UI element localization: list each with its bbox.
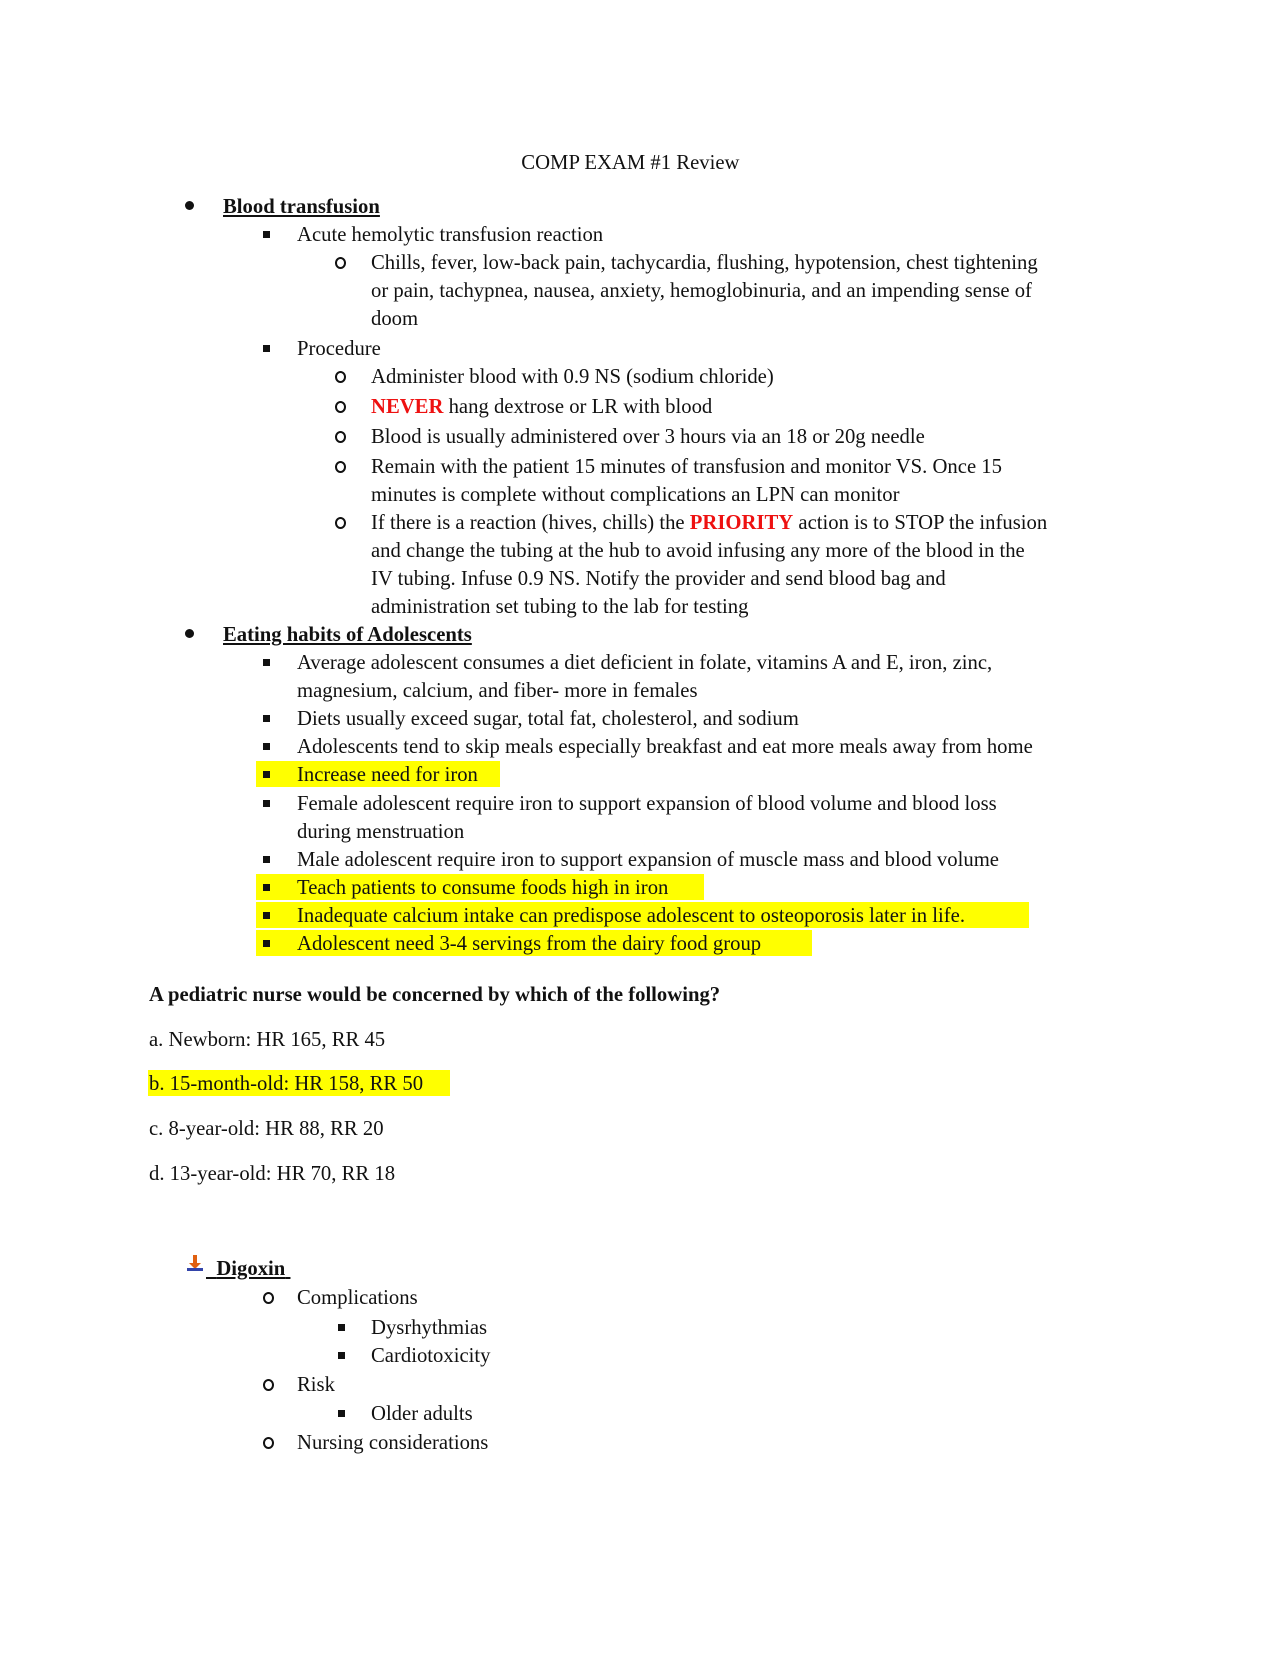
bullet-square <box>338 1324 345 1331</box>
bullet-square <box>263 345 270 352</box>
priority-emphasis: PRIORITY <box>689 510 794 534</box>
procedure-item-cont: administration set tubing to the lab for testing <box>371 594 749 618</box>
eating-item: Average adolescent consumes a diet deficient in folate, vitamins A and E, iron, zinc, <box>297 650 993 674</box>
never-emphasis: NEVER <box>371 394 444 418</box>
ahtr-symptoms-line: doom <box>371 306 419 330</box>
bullet-circle <box>263 1437 274 1449</box>
bullet-square <box>338 1410 345 1417</box>
procedure-item-cont: IV tubing. Infuse 0.9 NS. Notify the provider and send blood bag and <box>371 566 946 590</box>
procedure-item: Administer blood with 0.9 NS (sodium chloride) <box>371 364 774 388</box>
ahtr-symptoms-line: Chills, fever, low-back pain, tachycardia, flushing, hypotension, chest tightening <box>371 250 1038 274</box>
ahtr-label: Acute hemolytic transfusion reaction <box>297 222 604 246</box>
section-heading-blood-transfusion: Blood transfusion <box>223 194 380 218</box>
eating-item-highlighted: Inadequate calcium intake can predispose adolescent to osteoporosis later in life. <box>297 903 966 927</box>
procedure-item: NEVER hang dextrose or LR with blood <box>371 394 713 418</box>
eating-item-cont: during menstruation <box>297 819 465 843</box>
bullet-square <box>263 743 270 750</box>
answer-option-d: d. 13-year-old: HR 70, RR 18 <box>149 1161 396 1185</box>
bullet-circle <box>335 371 346 383</box>
bullet-circle <box>335 431 346 443</box>
bullet-square <box>263 856 270 863</box>
bullet-square <box>263 659 270 666</box>
question-stem: A pediatric nurse would be concerned by which of the following? <box>149 982 721 1006</box>
bullet-square <box>263 800 270 807</box>
page-title: COMP EXAM #1 Review <box>521 150 740 174</box>
bullet-circle <box>335 257 346 269</box>
procedure-item-cont: minutes is complete without complications an LPN can monitor <box>371 482 900 506</box>
complication-item: Dysrhythmias <box>371 1315 488 1339</box>
bullet-square <box>263 884 270 891</box>
section-heading-eating-habits: Eating habits of Adolescents <box>223 622 472 646</box>
eating-item: Female adolescent require iron to support expansion of blood volume and blood loss <box>297 791 997 815</box>
bullet-dot <box>185 201 194 210</box>
digoxin-risk-label: Risk <box>297 1372 335 1396</box>
complication-item: Cardiotoxicity <box>371 1343 491 1367</box>
digoxin-nursing-label: Nursing considerations <box>297 1430 489 1454</box>
eating-item: Diets usually exceed sugar, total fat, cholesterol, and sodium <box>297 706 799 730</box>
eating-item-cont: magnesium, calcium, and fiber- more in females <box>297 678 698 702</box>
bullet-square <box>263 771 270 778</box>
answer-option-b: b. 15-month-old: HR 158, RR 50 <box>149 1071 424 1095</box>
bullet-circle <box>263 1379 274 1391</box>
digoxin-complications-label: Complications <box>297 1285 418 1309</box>
bullet-square <box>263 715 270 722</box>
risk-item: Older adults <box>371 1401 473 1425</box>
procedure-item: Remain with the patient 15 minutes of transfusion and monitor VS. Once 15 <box>371 454 1003 478</box>
procedure-label: Procedure <box>297 336 381 360</box>
eating-item: Male adolescent require iron to support expansion of muscle mass and blood volume <box>297 847 999 871</box>
eating-item-highlighted: Adolescent need 3-4 servings from the dairy food group <box>297 931 762 955</box>
ahtr-symptoms-line: or pain, tachypnea, nausea, anxiety, hemoglobinuria, and an impending sense of <box>371 278 1032 302</box>
eating-item-highlighted: Teach patients to consume foods high in iron <box>297 875 669 899</box>
section-heading-digoxin: Digoxin <box>216 1256 286 1280</box>
bullet-square <box>263 940 270 947</box>
procedure-item-cont: and change the tubing at the hub to avoid infusing any more of the blood in the <box>371 538 1025 562</box>
procedure-item: Blood is usually administered over 3 hours via an 18 or 20g needle <box>371 424 925 448</box>
bullet-square <box>338 1352 345 1359</box>
eating-item: Adolescents tend to skip meals especially breakfast and eat more meals away from home <box>297 734 1033 758</box>
bullet-square <box>263 912 270 919</box>
procedure-item: If there is a reaction (hives, chills) the PRIORITY action is to STOP the infusion <box>371 510 1048 534</box>
arrow-bullet-icon <box>186 1255 204 1273</box>
bullet-circle <box>263 1292 274 1304</box>
eating-item-highlighted: Increase need for iron <box>297 762 478 786</box>
bullet-square <box>263 231 270 238</box>
bullet-circle <box>335 461 346 473</box>
bullet-circle <box>335 517 346 529</box>
bullet-dot <box>185 629 194 638</box>
bullet-circle <box>335 401 346 413</box>
answer-option-a: a. Newborn: HR 165, RR 45 <box>149 1027 386 1051</box>
answer-option-c: c. 8-year-old: HR 88, RR 20 <box>149 1116 384 1140</box>
